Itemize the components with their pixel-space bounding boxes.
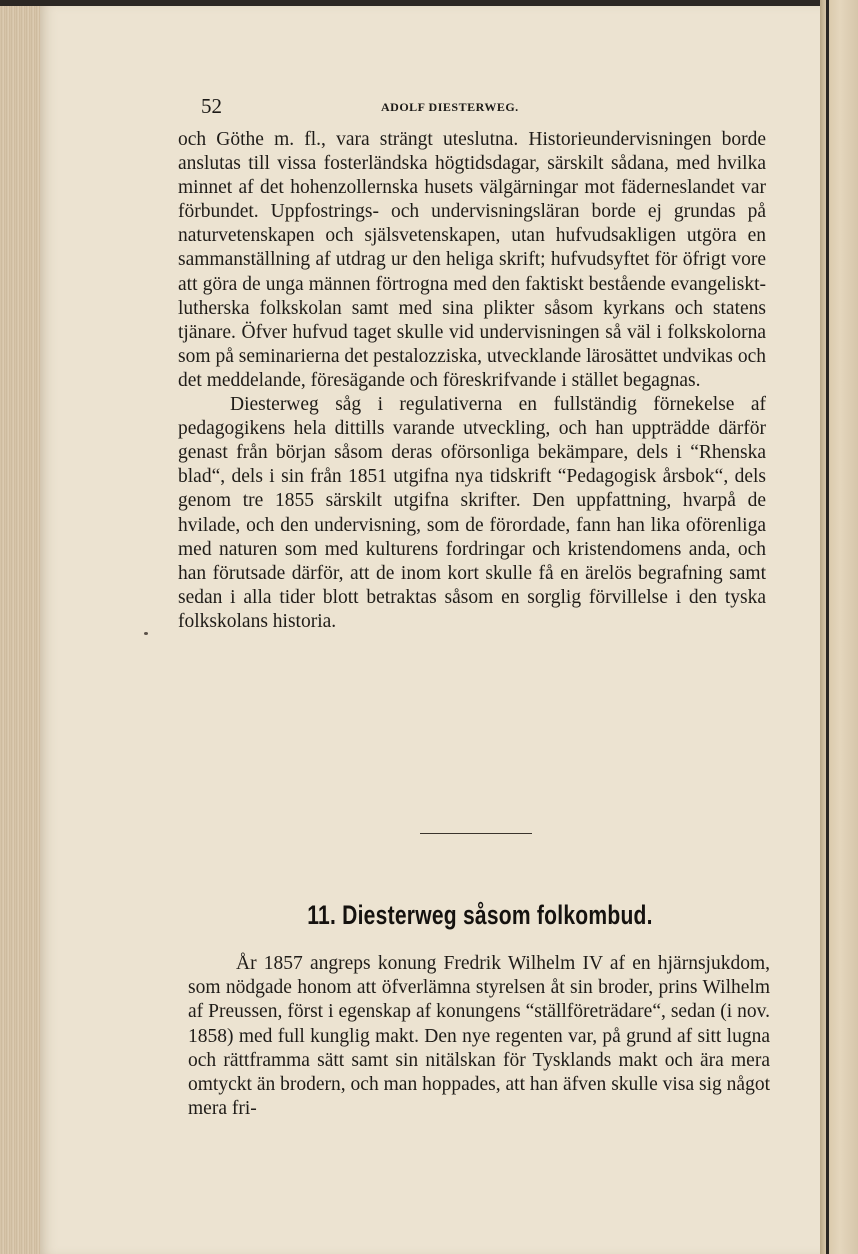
paragraph: och Göthe m. fl., vara strängt uteslutna. Historieundervisningen borde anslutas till vissa fosterländska högtidsdagar, särskilt sådana, med hvilka minnet af det hohenzollernska husets välgärningar mot fäderneslandet var förbundet. Uppfostrings- och undervisningsläran borde ej grundas på naturvetenskapen och själsvetenskapen, utan hufvudsakligen utgöra en sammanställning af utdrag ur den heliga skrift; hufvudsyftet för öfrigt vore att göra de unga männen förtrogna med den faktiskt bestående evangeliskt-lutherska folkskolan samt med sina plikter såsom kyrkans och statens tjänare. Öfver hufvud taget skulle vid undervisningen så väl i folkskolorna som på seminarierna det pestalozziska, utvecklande lärosättet undvikas och det meddelande, föresägande och föreskrifvande i stället begagnas. <box>178 129 766 391</box>
page-stack-left <box>0 6 42 1254</box>
page-header <box>201 96 621 118</box>
section-divider <box>420 833 532 834</box>
page-edge-right <box>820 0 858 1254</box>
chapter-heading: 11. Diesterweg såsom folkombud. <box>307 900 653 930</box>
print-speck <box>144 632 148 635</box>
page-number: 52 <box>201 94 222 118</box>
chapter-paragraph: År 1857 angreps konung Fredrik Wilhelm IV af en hjärnsjukdom, som nödgade honom att öfverlämna styrelsen åt sin broder, prins Wilhelm af Preussen, först i egenskap af konungens “ställföreträdare“, sedan (i nov. 1858) med full kunglig makt. Den nye regenten var, på grund af sitt lugna och rättframma sätt samt sin nitälskan för Tysklands makt och ära mera omtyckt än brodern, och man hoppades, att han äfven skulle visa sig något mera fri- <box>188 953 770 1120</box>
running-head: ADOLF DIESTERWEG. <box>381 100 519 114</box>
paragraph: Diesterweg såg i regulativerna en fullständig förnekelse af pedagogikens hela dittills varande utveckling, och han uppträdde därför genast från början såsom deras oförsonliga bekämpare, dels i “Rhenska blad“, dels i sin från 1851 utgifna nya tidskrift “Pedagogisk årsbok“, dels genom tre 1855 särskilt utgifna skrifter. Den uppfattning, hvarpå de hvilade, och den undervisning, som de förordade, fann han lika oförenliga med naturen som med kulturens fordringar och kristendomens anda, och han förutsade därför, att de inom kort skulle få en ärelös begrafning samt sedan i alla tider blott betraktas såsom en sorglig förvillelse i den tyska folkskolans historia. <box>178 394 766 632</box>
body-text <box>178 128 766 634</box>
